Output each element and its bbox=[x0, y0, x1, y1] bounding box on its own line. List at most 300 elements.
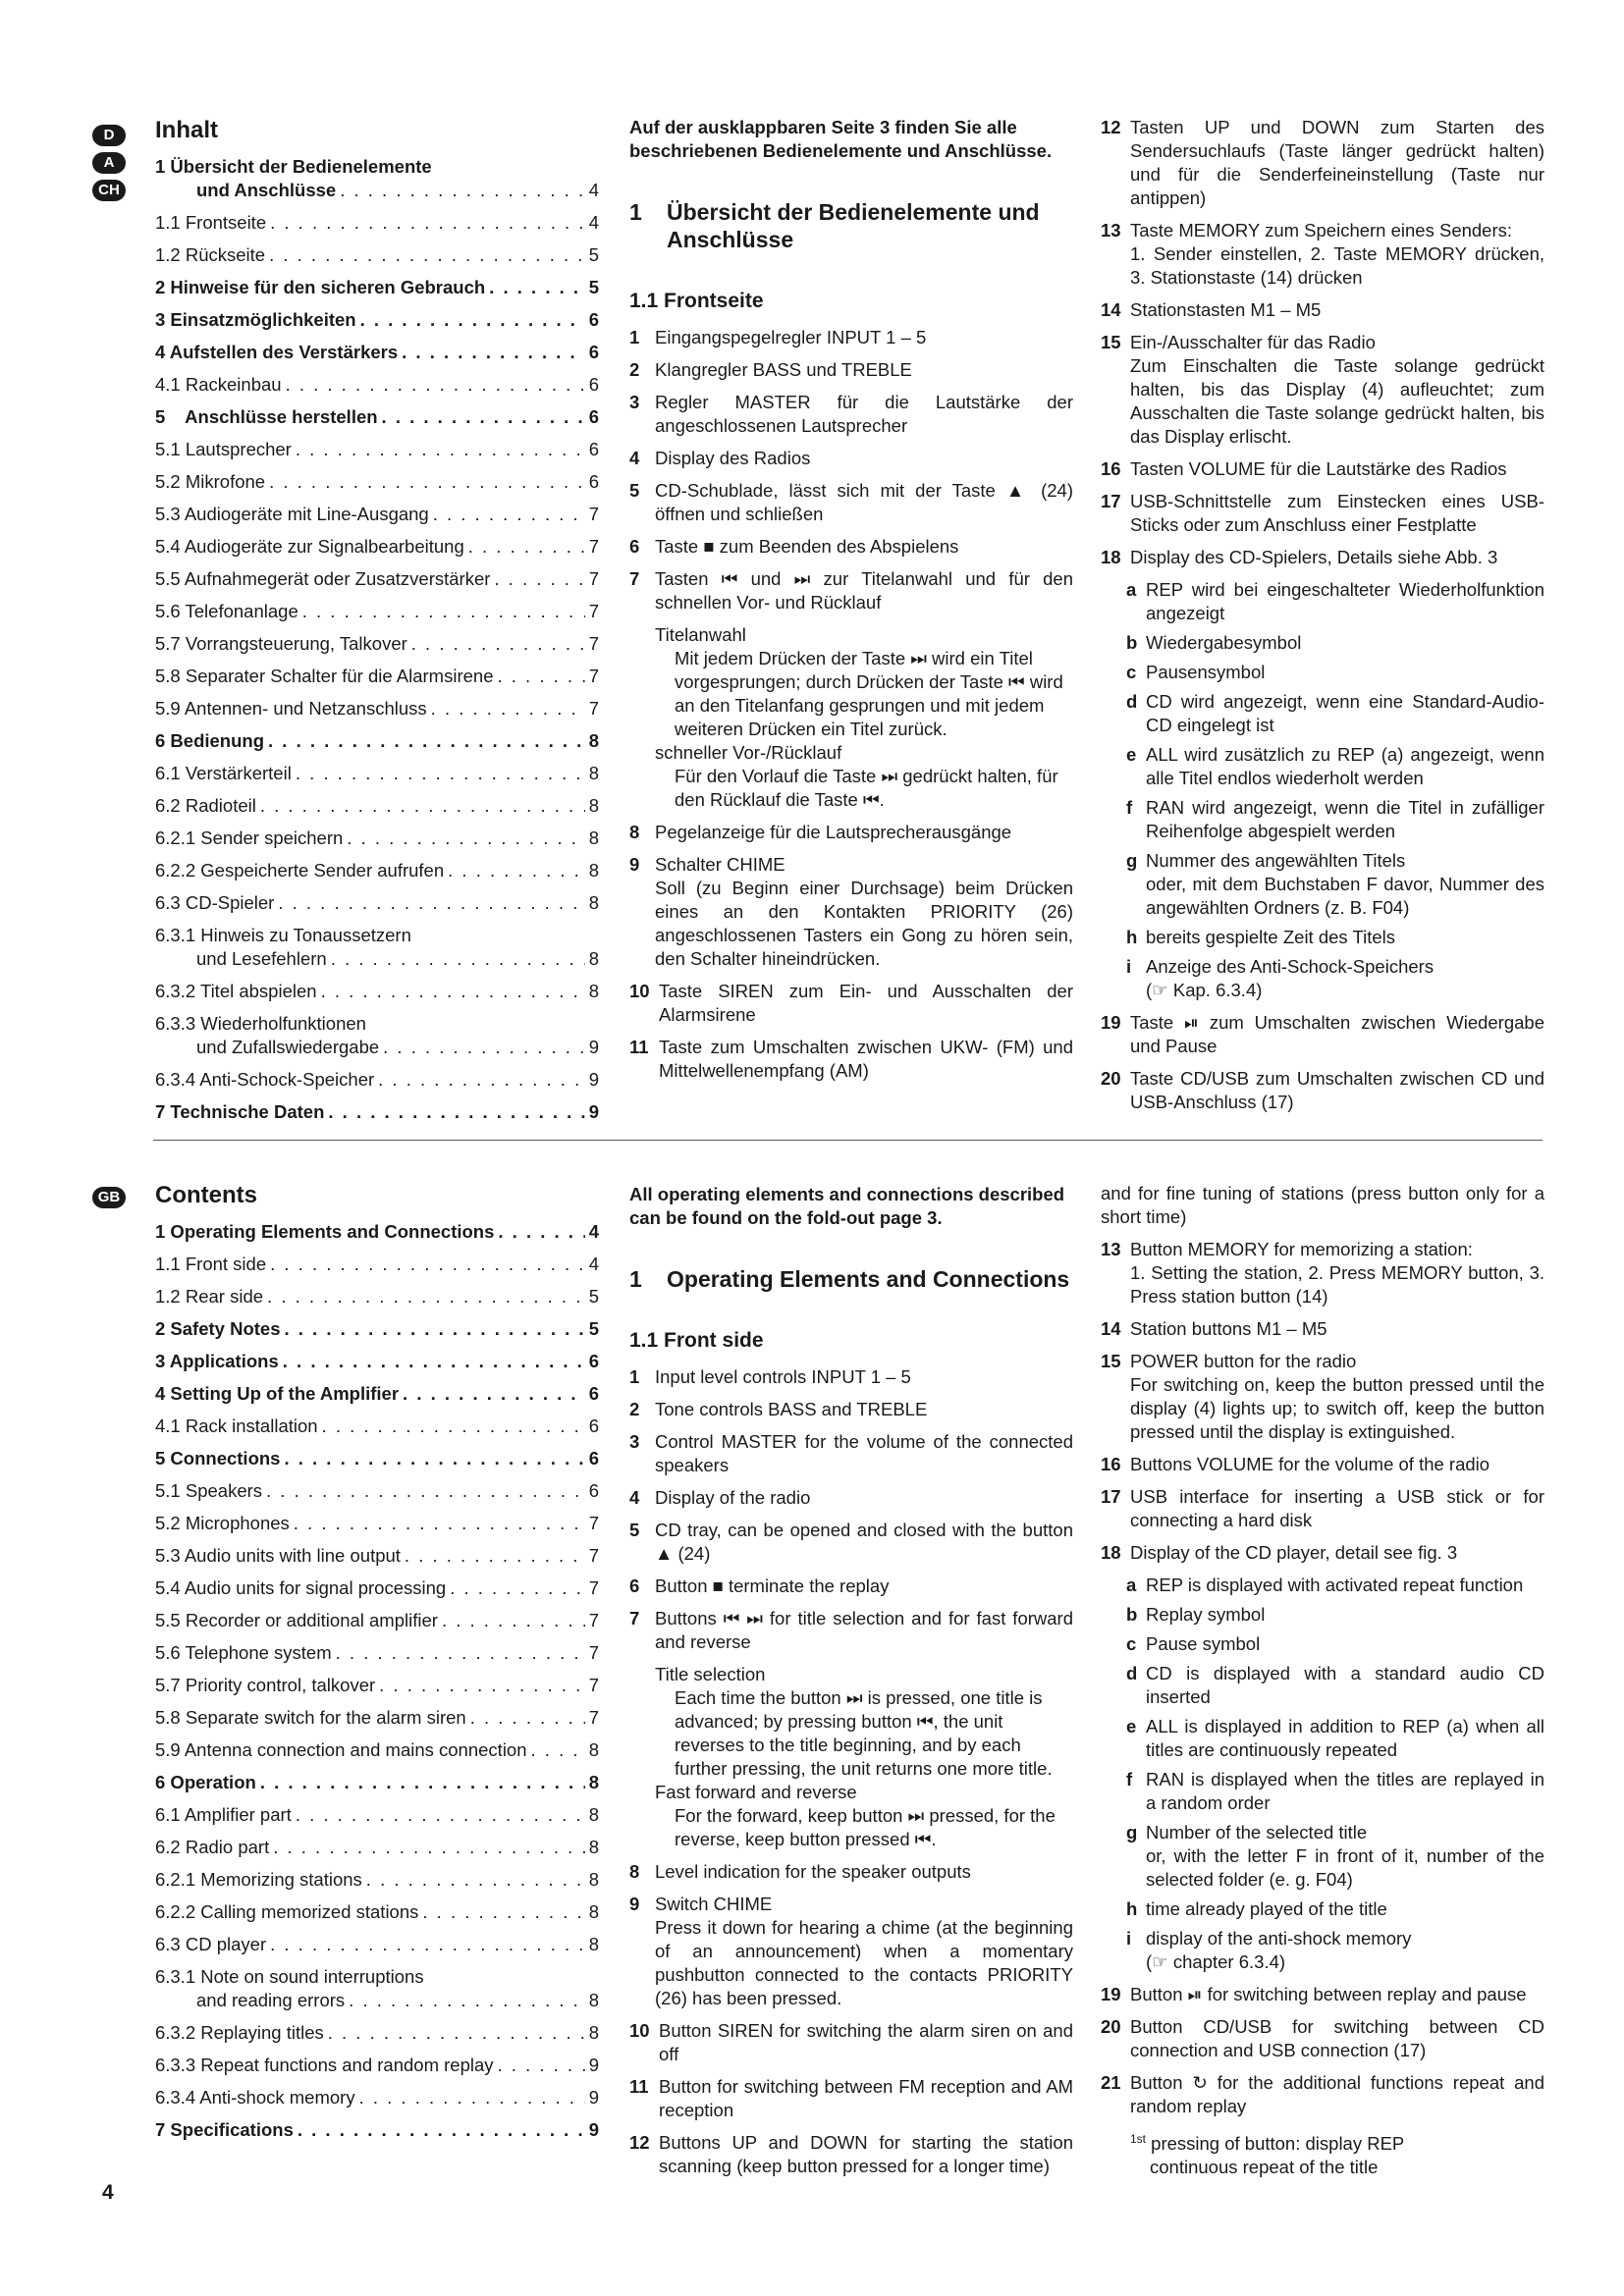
subitem-text bbox=[1146, 661, 1544, 684]
item-number: 12 bbox=[1101, 117, 1121, 137]
toc-page-number: 9 bbox=[588, 2087, 599, 2108]
items-list bbox=[1101, 116, 1544, 569]
toc-entry bbox=[155, 535, 599, 559]
toc-page-number: 8 bbox=[588, 1990, 599, 2010]
toc-entry bbox=[155, 438, 599, 461]
toc-page-number: 8 bbox=[588, 1804, 599, 1825]
toc-entry-label: 5.6 Telephone system bbox=[155, 1642, 332, 1663]
subitem-text bbox=[1146, 743, 1544, 790]
item-text bbox=[1130, 2071, 1544, 2118]
item-label: Input level controls INPUT 1 – 5 bbox=[655, 1366, 911, 1387]
subitem-letter: c bbox=[1126, 1633, 1137, 1654]
detail-text: continuous repeat of the title bbox=[1150, 2157, 1379, 2178]
item-text bbox=[655, 1519, 1073, 1566]
subitem-label: time already played of the title bbox=[1146, 1898, 1387, 1919]
detail-text: For the forward, keep button ⏭ pressed, for the reverse, keep button pressed ⏮. bbox=[675, 1805, 1056, 1849]
subitem-label: display of the anti-shock memory bbox=[1146, 1928, 1412, 1949]
items-list bbox=[629, 821, 1073, 1083]
toc-page-number: 7 bbox=[588, 1675, 599, 1695]
item-text bbox=[655, 326, 1073, 349]
item-label: Button CD/USB for switching between CD connection and USB connection (17) bbox=[1130, 2016, 1544, 2060]
numbered-item bbox=[629, 1430, 1073, 1477]
item-text bbox=[659, 980, 1073, 1027]
toc-entry bbox=[155, 891, 599, 915]
toc-page-number: 7 bbox=[588, 698, 599, 719]
toc-entry bbox=[155, 697, 599, 721]
toc-entry-label: 3 Applications bbox=[155, 1351, 279, 1371]
toc-entry bbox=[155, 373, 599, 397]
toc-entry bbox=[155, 1350, 599, 1373]
toc-entry-label: 1.1 Frontseite bbox=[155, 212, 267, 233]
item-18-subitems bbox=[1126, 1574, 1544, 1974]
numbered-item bbox=[629, 821, 1073, 844]
subitem-text bbox=[1146, 1632, 1544, 1656]
toc-page-number: 4 bbox=[588, 212, 599, 233]
subitem-letter: i bbox=[1126, 1928, 1132, 1949]
toc-leader bbox=[468, 535, 585, 559]
numbered-item bbox=[1101, 490, 1544, 537]
toc-entry-label: 6.2 Radioteil bbox=[155, 795, 256, 816]
subitem-text bbox=[1146, 1768, 1544, 1815]
toc-leader bbox=[360, 308, 585, 332]
toc-entry-label: 5.5 Recorder or additional amplifier bbox=[155, 1610, 438, 1630]
item-text bbox=[655, 821, 1073, 844]
column-en-right bbox=[1101, 1182, 1544, 2188]
toc-entry bbox=[155, 794, 599, 818]
toc-entry-label: 5.1 Lautsprecher bbox=[155, 439, 292, 459]
toc-leader bbox=[328, 1100, 584, 1124]
toc-leader bbox=[285, 1317, 585, 1341]
toc-entry bbox=[155, 1803, 599, 1827]
item-label: Tasten UP und DOWN zum Starten des Sendersuchlaufs (Taste länger gedrückt halten) und für die Senderfeineinstellung (Taste nur antippen) bbox=[1130, 117, 1544, 208]
item-label: Button ⏯ for switching between replay and pause bbox=[1130, 1984, 1527, 2004]
subitem-label: Pause symbol bbox=[1146, 1633, 1261, 1654]
toc-leader bbox=[433, 503, 585, 526]
toc-entry bbox=[155, 600, 599, 623]
detail-text: Für den Vorlauf die Taste ⏭ gedrückt halten, für den Rücklauf die Taste ⏮. bbox=[675, 766, 1058, 810]
numbered-item bbox=[1101, 2015, 1544, 2062]
toc-page-number: 7 bbox=[588, 1610, 599, 1630]
toc-entry bbox=[155, 2021, 599, 2045]
toc-leader bbox=[531, 1738, 585, 1762]
item-text bbox=[655, 1607, 1073, 1654]
item-label: USB interface for inserting a USB stick or for connecting a hard disk bbox=[1130, 1486, 1544, 1530]
item-text bbox=[1130, 2015, 1544, 2062]
subitem-text bbox=[1146, 1927, 1544, 1974]
item-text bbox=[659, 2075, 1073, 2122]
subitem-label: Anzeige des Anti-Schock-Speichers bbox=[1146, 956, 1435, 977]
toc-page-number: 7 bbox=[588, 568, 599, 589]
subitem-letter: e bbox=[1126, 1716, 1137, 1736]
item-label: Display des Radios bbox=[655, 448, 811, 468]
toc-page-number: 8 bbox=[588, 2022, 599, 2043]
item-number: 18 bbox=[1101, 1542, 1121, 1563]
section-divider bbox=[153, 1140, 1543, 1141]
numbered-item bbox=[629, 1860, 1073, 1884]
lettered-subitem bbox=[1126, 1715, 1544, 1762]
toc-page-number: 5 bbox=[588, 1286, 599, 1307]
toc-entry bbox=[155, 1317, 599, 1341]
toc-entry bbox=[155, 665, 599, 688]
subitem-label: ALL wird zusätzlich zu REP (a) angezeigt, wenn alle Titel endlos wiederholt werden bbox=[1146, 744, 1544, 788]
toc-entry bbox=[155, 1544, 599, 1568]
item-text bbox=[655, 853, 1073, 971]
item-text bbox=[655, 1365, 1073, 1389]
item-number: 3 bbox=[629, 392, 640, 412]
toc-entry bbox=[155, 2118, 599, 2142]
item-text bbox=[1130, 1067, 1544, 1114]
toc-entry-label: 2 Safety Notes bbox=[155, 1318, 281, 1339]
item-label: Display of the CD player, detail see fig. 3 bbox=[1130, 1542, 1458, 1563]
toc-page-number: 6 bbox=[588, 471, 599, 492]
numbered-item bbox=[1101, 1238, 1544, 1308]
item-text bbox=[659, 2131, 1073, 2178]
toc-entry-label: 6.2.1 Memorizing stations bbox=[155, 1869, 362, 1890]
item-label: Level indication for the speaker outputs bbox=[655, 1861, 971, 1882]
item-detail: Zum Einschalten die Taste solange gedrückt halten, bis das Display (4) aufleuchtet; zum Ausschalten die Taste solange gedrückt halten, bis das Display erlischt. bbox=[1130, 355, 1544, 447]
numbered-item bbox=[1101, 219, 1544, 290]
toc-page-number: 8 bbox=[588, 1837, 599, 1857]
item-number: 4 bbox=[629, 1487, 640, 1508]
lettered-subitem bbox=[1126, 1603, 1544, 1627]
subitem-letter: b bbox=[1126, 1604, 1138, 1625]
toc-entry-label: 5.2 Microphones bbox=[155, 1513, 290, 1533]
toc-entry-label: and reading errors bbox=[196, 1990, 346, 2010]
numbered-item bbox=[629, 1575, 1073, 1598]
item-number: 9 bbox=[629, 1894, 640, 1914]
toc-page-number: 8 bbox=[588, 1739, 599, 1760]
toc-entry-label: 5.8 Separater Schalter für die Alarmsirene bbox=[155, 666, 494, 686]
toc-entry bbox=[155, 1771, 599, 1794]
subitem-text bbox=[1146, 796, 1544, 843]
toc-leader bbox=[296, 438, 585, 461]
section-title: Operating Elements and Connections bbox=[667, 1266, 1070, 1292]
numbered-item bbox=[629, 2019, 1073, 2066]
item-label: Buttons VOLUME for the volume of the radio bbox=[1130, 1454, 1490, 1474]
toc-entry bbox=[155, 470, 599, 494]
item-number: 16 bbox=[1101, 458, 1121, 479]
toc-page-number: 7 bbox=[588, 1545, 599, 1566]
toc-entry bbox=[155, 1253, 599, 1276]
numbered-item bbox=[629, 535, 1073, 559]
numbered-item bbox=[1101, 1453, 1544, 1476]
item-detail: Press it down for hearing a chime (at the beginning of an announcement) when a momentary pushbutton connected to the contacts PRIORITY (26) has been pressed. bbox=[655, 1917, 1073, 2008]
lettered-subitem bbox=[1126, 1662, 1544, 1709]
toc-entry-label: 6.3 CD player bbox=[155, 1934, 267, 1954]
toc-list-de bbox=[155, 155, 599, 1124]
toc-leader bbox=[402, 341, 585, 364]
toc-entry-label: 2 Hinweise für den sicheren Gebrauch bbox=[155, 277, 486, 297]
toc-entry-cont bbox=[155, 1036, 599, 1059]
numbered-item bbox=[629, 2075, 1073, 2122]
detail-heading: Fast forward and reverse bbox=[655, 1782, 857, 1802]
toc-entry bbox=[155, 1868, 599, 1892]
toc-leader bbox=[336, 1641, 585, 1665]
detail-text: pressing of button: display REP bbox=[1151, 2133, 1405, 2155]
item-label: CD-Schublade, lässt sich mit der Taste ▲ (24) öffnen und schließen bbox=[655, 480, 1073, 524]
subitem-letter: d bbox=[1126, 1663, 1138, 1683]
numbered-item bbox=[1101, 1541, 1544, 1565]
toc-entry-label: und Lesefehlern bbox=[196, 948, 327, 969]
item-number: 5 bbox=[629, 1520, 640, 1540]
toc-leader bbox=[270, 211, 585, 235]
subitem-label: RAN wird angezeigt, wenn die Titel in zufälliger Reihenfolge abgespielt werden bbox=[1146, 797, 1544, 841]
item-label: Button for switching between FM reception and AM reception bbox=[659, 2076, 1073, 2120]
item-number: 17 bbox=[1101, 1486, 1121, 1507]
toc-page-number: 9 bbox=[588, 1069, 599, 1090]
toc-entry-label: 5.3 Audiogeräte mit Line-Ausgang bbox=[155, 504, 429, 524]
subitem-letter: h bbox=[1126, 1898, 1138, 1919]
toc-page-number: 9 bbox=[588, 1101, 599, 1122]
item-label: CD tray, can be opened and closed with the button ▲ (24) bbox=[655, 1520, 1073, 1564]
lettered-subitem bbox=[1126, 690, 1544, 737]
toc-entry-label: 6.3.2 Titel abspielen bbox=[155, 981, 317, 1001]
toc-entry-label: 6.1 Amplifier part bbox=[155, 1804, 292, 1825]
item-label: Taste zum Umschalten zwischen UKW- (FM) und Mittelwellenempfang (AM) bbox=[659, 1037, 1073, 1081]
toc-entry-label: 6.1 Verstärkerteil bbox=[155, 763, 292, 783]
toc-page-number: 6 bbox=[588, 309, 599, 330]
numbered-item bbox=[629, 1486, 1073, 1510]
numbered-item bbox=[629, 1036, 1073, 1083]
item-text bbox=[655, 1430, 1073, 1477]
toc-leader bbox=[494, 567, 584, 591]
language-badges-en bbox=[92, 1187, 126, 1214]
numbered-item bbox=[629, 853, 1073, 971]
toc-entry-label: 5.6 Telefonanlage bbox=[155, 601, 298, 621]
item-text bbox=[1130, 457, 1544, 481]
numbered-item bbox=[1101, 1317, 1544, 1341]
item-text bbox=[1130, 1541, 1544, 1565]
toc-leader bbox=[260, 794, 585, 818]
items-list bbox=[1101, 1011, 1544, 1114]
toc-entry bbox=[155, 980, 599, 1003]
toc-entry-label: 7 Technische Daten bbox=[155, 1101, 325, 1122]
subitem-label: RAN is displayed when the titles are replayed in a random order bbox=[1146, 1769, 1544, 1813]
item-text bbox=[655, 479, 1073, 526]
toc-entry-label: 1.1 Front side bbox=[155, 1254, 267, 1274]
item-label: Tasten VOLUME für die Lautstärke des Radios bbox=[1130, 458, 1507, 479]
subitem-label: REP wird bei eingeschalteter Wiederholfunktion angezeigt bbox=[1146, 579, 1544, 623]
lettered-subitem bbox=[1126, 1574, 1544, 1597]
numbered-item bbox=[629, 1519, 1073, 1566]
numbered-item bbox=[1101, 1067, 1544, 1114]
toc-leader bbox=[286, 373, 585, 397]
toc-entry-label: 6.3 CD-Spieler bbox=[155, 892, 275, 913]
item-text bbox=[655, 1893, 1073, 2010]
toc-leader bbox=[270, 1933, 585, 1956]
item-detail: 1. Setting the station, 2. Press MEMORY button, 3. Press station button (14) bbox=[1130, 1262, 1544, 1307]
numbered-item bbox=[1101, 298, 1544, 322]
numbered-item bbox=[629, 1607, 1073, 1654]
item-text bbox=[659, 2019, 1073, 2066]
toc-leader bbox=[382, 405, 585, 429]
toc-leader bbox=[284, 1447, 584, 1470]
badge-ch: CH bbox=[92, 180, 126, 201]
toc-leader bbox=[340, 179, 585, 202]
section-heading-de bbox=[629, 198, 1073, 253]
item-detail: 1. Sender einstellen, 2. Taste MEMORY drücken, 3. Stationstaste (14) drücken bbox=[1130, 243, 1544, 288]
subitem-text bbox=[1146, 849, 1544, 920]
toc-page-number: 6 bbox=[588, 1415, 599, 1436]
lettered-subitem bbox=[1126, 796, 1544, 843]
items-list bbox=[629, 1365, 1073, 1654]
contents-title-de: Inhalt bbox=[155, 117, 218, 143]
item-text bbox=[1130, 1453, 1544, 1476]
lettered-subitem bbox=[1126, 631, 1544, 655]
item-label: Button MEMORY for memorizing a station: bbox=[1130, 1239, 1473, 1259]
toc-entry-label: 1 Operating Elements and Connections bbox=[155, 1221, 495, 1242]
item-text bbox=[655, 567, 1073, 614]
subitem-label: Pausensymbol bbox=[1146, 662, 1266, 682]
item-label: Pegelanzeige für die Lautsprecherausgänge bbox=[655, 822, 1012, 842]
item-number: 10 bbox=[629, 981, 650, 1001]
item-number: 7 bbox=[629, 1608, 640, 1629]
subitem-label: Nummer des angewählten Titels bbox=[1146, 850, 1406, 871]
item-number: 19 bbox=[1101, 1984, 1121, 2004]
subitem-label: Number of the selected title bbox=[1146, 1822, 1368, 1842]
numbered-item bbox=[1101, 2071, 1544, 2118]
toc-entry bbox=[155, 308, 599, 332]
toc-entry bbox=[155, 1576, 599, 1600]
subitem-label: CD wird angezeigt, wenn eine Standard-Audio-CD eingelegt ist bbox=[1146, 691, 1544, 735]
item-text bbox=[655, 358, 1073, 382]
item-text bbox=[655, 1398, 1073, 1421]
subitem-detail: or, with the letter F in front of it, number of the selected folder (e. g. F04) bbox=[1146, 1845, 1544, 1890]
item-7-details bbox=[655, 623, 1073, 812]
detail-heading: Title selection bbox=[655, 1664, 766, 1684]
detail-heading: schneller Vor-/Rücklauf bbox=[655, 742, 842, 763]
item-18-subitems bbox=[1126, 578, 1544, 1002]
numbered-item bbox=[1101, 1485, 1544, 1532]
toc-leader bbox=[470, 1706, 585, 1730]
toc-leader bbox=[379, 1674, 585, 1697]
toc-entry-label: 4.1 Rack installation bbox=[155, 1415, 318, 1436]
detail-heading: Titelanwahl bbox=[655, 624, 746, 645]
toc-leader bbox=[298, 2118, 585, 2142]
item-label: Button ■ terminate the replay bbox=[655, 1575, 890, 1596]
intro-de: Auf der ausklappbaren Seite 3 finden Sie alle beschriebenen Bedienelemente und Anschlüsse. bbox=[629, 117, 1053, 161]
subitem-text bbox=[1146, 690, 1544, 737]
subitem-text bbox=[1146, 1603, 1544, 1627]
toc-entry-label: 3 Einsatzmöglichkeiten bbox=[155, 309, 356, 330]
toc-entry bbox=[155, 155, 599, 202]
numbered-item bbox=[1101, 546, 1544, 569]
toc-leader bbox=[366, 1868, 585, 1892]
item-number: 15 bbox=[1101, 332, 1121, 352]
toc-leader bbox=[278, 891, 584, 915]
toc-entry-label: 5.8 Separate switch for the alarm siren bbox=[155, 1707, 466, 1728]
section-heading-en bbox=[629, 1265, 1073, 1293]
toc-entry bbox=[155, 762, 599, 785]
toc-entry-label: 6.2 Radio part bbox=[155, 1837, 270, 1857]
item-label: Taste SIREN zum Ein- und Ausschalten der Alarmsirene bbox=[659, 981, 1073, 1025]
subitem-detail: (☞ Kap. 6.3.4) bbox=[1146, 980, 1263, 1000]
lettered-subitem bbox=[1126, 955, 1544, 1002]
numbered-item bbox=[629, 479, 1073, 526]
continued-text: and for fine tuning of stations (press button only for a short time) bbox=[1101, 1183, 1544, 1227]
toc-leader bbox=[359, 2086, 585, 2109]
toc-page-number: 8 bbox=[588, 730, 599, 751]
toc-entry bbox=[155, 243, 599, 267]
toc-page-number: 8 bbox=[588, 981, 599, 1001]
subitem-letter: h bbox=[1126, 927, 1138, 947]
item-label: Eingangspegelregler INPUT 1 – 5 bbox=[655, 327, 927, 347]
subsection-heading-en: 1.1 Front side bbox=[629, 1329, 764, 1352]
toc-entry-label: 5.1 Speakers bbox=[155, 1480, 263, 1501]
toc-entry-cont bbox=[155, 179, 599, 202]
numbered-item bbox=[629, 567, 1073, 614]
toc-en bbox=[155, 1181, 599, 2151]
lettered-subitem bbox=[1126, 849, 1544, 920]
detail-text: Each time the button ⏭ is pressed, one title is advanced; by pressing button ⏮, the unit reverses to the title beginning, and by each further pressing, the unit returns one more title. bbox=[675, 1687, 1053, 1779]
toc-entry-label: 1 Übersicht der Bedienelemente bbox=[155, 156, 432, 177]
toc-page-number: 7 bbox=[588, 1577, 599, 1598]
toc-page-number: 7 bbox=[588, 666, 599, 686]
toc-entry-label: und Zufallswiedergabe bbox=[196, 1037, 380, 1057]
toc-page-number: 5 bbox=[588, 277, 599, 297]
toc-page-number: 4 bbox=[588, 1221, 599, 1242]
toc-leader bbox=[321, 980, 585, 1003]
toc-page-number: 4 bbox=[588, 180, 599, 200]
item-label: Regler MASTER für die Lautstärke der angeschlossenen Lautsprecher bbox=[655, 392, 1073, 436]
toc-leader bbox=[431, 697, 585, 721]
numbered-item bbox=[1101, 1983, 1544, 2006]
toc-entry bbox=[155, 503, 599, 526]
intro-en: All operating elements and connections described can be found on the fold-out page 3. bbox=[629, 1184, 1065, 1228]
toc-entry-label: 7 Specifications bbox=[155, 2119, 294, 2140]
item-label: POWER button for the radio bbox=[1130, 1351, 1357, 1371]
toc-page-number: 7 bbox=[588, 536, 599, 557]
toc-leader bbox=[378, 1068, 585, 1092]
item-number: 11 bbox=[629, 1037, 649, 1057]
page-number: 4 bbox=[102, 2181, 114, 2204]
column-de-mid bbox=[629, 116, 1073, 1092]
toc-entry-label: 6.3.4 Anti-shock memory bbox=[155, 2087, 355, 2108]
item-text bbox=[659, 1036, 1073, 1083]
numbered-item bbox=[1101, 457, 1544, 481]
toc-entry-label: 6.3.1 Note on sound interruptions bbox=[155, 1966, 424, 1987]
toc-leader bbox=[294, 1512, 585, 1535]
item-number: 10 bbox=[629, 2020, 650, 2041]
toc-entry-cont bbox=[155, 947, 599, 971]
item-number: 4 bbox=[629, 448, 640, 468]
section-title: Übersicht der Bedienelemente und Anschlüsse bbox=[667, 199, 1040, 252]
toc-leader bbox=[411, 632, 585, 656]
item-label: Switch CHIME bbox=[655, 1894, 773, 1914]
item-label: Button ↻ for the additional functions repeat and random replay bbox=[1130, 2072, 1544, 2116]
toc-leader bbox=[489, 276, 585, 299]
item-label: Buttons UP and DOWN for starting the station scanning (keep button pressed for a longer time) bbox=[659, 2132, 1073, 2176]
lettered-subitem bbox=[1126, 1897, 1544, 1921]
item-label: Tone controls BASS and TREBLE bbox=[655, 1399, 928, 1419]
toc-leader bbox=[260, 1771, 585, 1794]
item-number: 11 bbox=[629, 2076, 649, 2097]
subitem-letter: c bbox=[1126, 662, 1137, 682]
toc-page-number: 7 bbox=[588, 504, 599, 524]
toc-entry-label: und Anschlüsse bbox=[196, 180, 337, 200]
toc-entry-label: 5 Anschlüsse herstellen bbox=[155, 406, 378, 427]
toc-entry-label: 1.2 Rear side bbox=[155, 1286, 264, 1307]
item-21-details bbox=[1130, 2127, 1544, 2179]
toc-entry bbox=[155, 1738, 599, 1762]
subitem-letter: f bbox=[1126, 1769, 1133, 1789]
toc-entry bbox=[155, 729, 599, 753]
item-text bbox=[1130, 490, 1544, 537]
toc-leader bbox=[349, 1989, 585, 2012]
toc-entry bbox=[155, 567, 599, 591]
item-number: 2 bbox=[629, 1399, 640, 1419]
subitem-letter: g bbox=[1126, 850, 1138, 871]
